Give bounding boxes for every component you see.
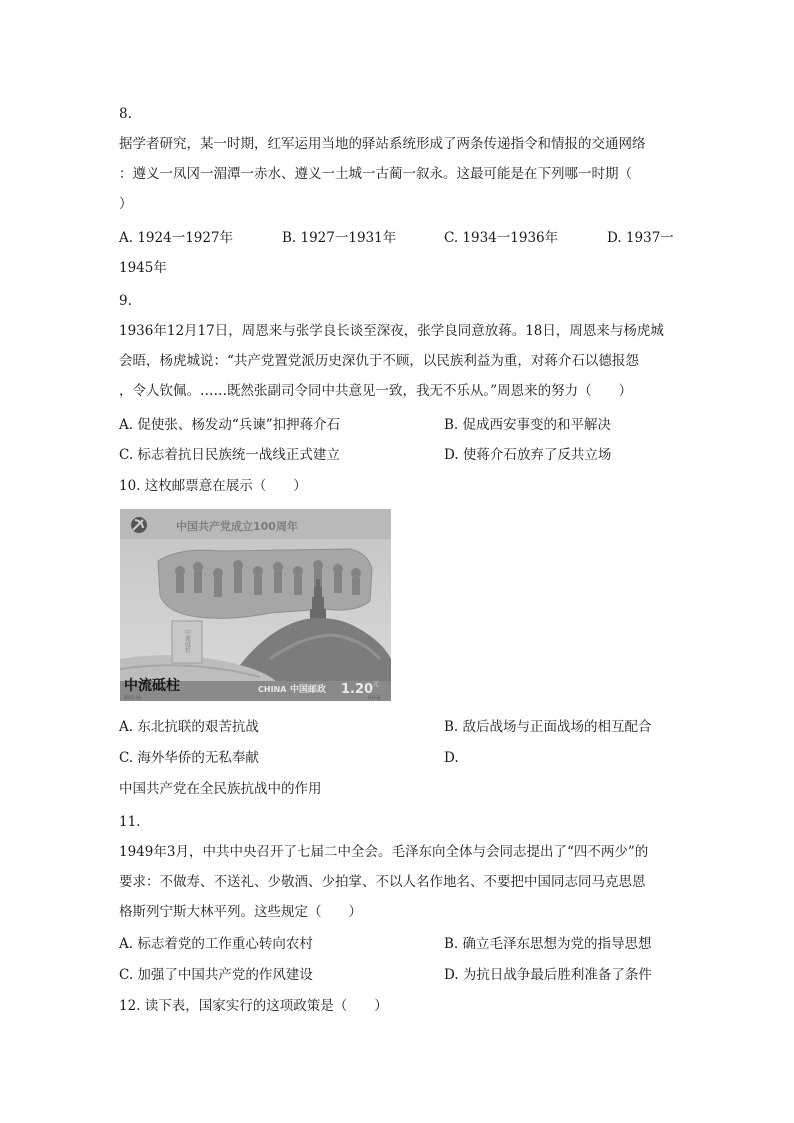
q9-option-d[interactable]: D. 使蒋介石放弃了反共立场 <box>444 447 612 463</box>
q8-option-a[interactable]: A. 1924一1927年 <box>119 230 234 246</box>
q8-option-b[interactable]: B. 1927一1931年 <box>282 230 397 246</box>
q10-option-a[interactable]: A. 东北抗联的艰苦抗战 <box>119 719 259 735</box>
stamp-code-right: (10-3) <box>368 695 381 700</box>
commemorative-stamp-image <box>120 509 391 701</box>
q11-stem-line-3: 格斯列宁斯大林平列。这些规定（ ） <box>119 904 362 920</box>
stamp-value: 1.20 <box>341 682 374 697</box>
q8-stem-line-3: ） <box>119 196 133 212</box>
q11-option-b[interactable]: B. 确立毛泽东思想为党的指导思想 <box>444 936 652 952</box>
q11-option-c[interactable]: C. 加强了中国共产党的作风建设 <box>119 967 313 983</box>
q9-number: 9. <box>119 293 132 309</box>
q11-option-d[interactable]: D. 为抗日战争最后胜利准备了条件 <box>444 967 652 983</box>
stamp-code-left: 2021-16 <box>124 695 141 700</box>
q8-option-d[interactable]: D. 1937一 <box>607 230 674 246</box>
q9-stem-line-1: 1936年12月17日，周恩来与张学良长谈至深夜，张学良同意放蒋。18日，周恩来与杨虎城 <box>119 323 664 339</box>
q10-option-c[interactable]: C. 海外华侨的无私奉献 <box>119 750 259 766</box>
stamp-post-text: 中国邮政 <box>290 685 327 695</box>
q10-option-b[interactable]: B. 敌后战场与正面战场的相互配合 <box>444 719 652 735</box>
q8-option-d-continued: 1945年 <box>119 260 167 276</box>
stamp-top-text: 中国共产党成立100周年 <box>176 520 298 533</box>
q8-number: 8. <box>119 106 132 122</box>
q12-stem: 12. 读下表，国家实行的这项政策是（ ） <box>119 998 388 1014</box>
q11-number: 11. <box>119 814 141 830</box>
q11-stem-line-2: 要求：不做寿、不送礼、少敬酒、少拍掌、不以人名作地名、不要把中国同志同马克思恩 <box>119 874 646 890</box>
q8-stem-line-2: ：遵义一凤冈一湄潭一赤水、遵义一土城一古蔺一叙永。这最可能是在下列哪一时期（ <box>119 166 632 182</box>
q9-option-c[interactable]: C. 标志着抗日民族统一战线正式建立 <box>119 447 340 463</box>
q9-option-a[interactable]: A. 促使张、杨发动“兵谏”扣押蒋介石 <box>119 417 341 433</box>
q8-option-c[interactable]: C. 1934一1936年 <box>444 230 559 246</box>
stamp-vertical-text: 中流砥柱 <box>183 629 191 653</box>
q10-option-d[interactable]: D. <box>444 750 459 766</box>
q11-stem-line-1: 1949年3月，中共中央召开了七届二中全会。毛泽东向全体与会同志提出了“四不两少”的 <box>119 844 649 860</box>
q10-stem: 10. 这枚邮票意在展示（ ） <box>119 478 307 494</box>
q8-stem-line-1: 据学者研究，某一时期，红军运用当地的驿站系统形成了两条传递指令和情报的交通网络 <box>119 136 646 152</box>
q9-stem-line-2: 会晤，杨虎城说：“共产党置党派历史深仇于不顾，以民族利益为重，对蒋介石以德报怨 <box>119 353 639 369</box>
q9-stem-line-3: ，令人钦佩。……既然张副司令同中共意见一致，我无不乐从。”周恩来的努力（ ） <box>119 383 633 399</box>
party-emblem-icon <box>131 517 147 533</box>
q11-option-a[interactable]: A. 标志着党的工作重心转向农村 <box>119 936 313 952</box>
stamp-china-text: CHINA <box>258 685 287 694</box>
q9-option-b[interactable]: B. 促成西安事变的和平解决 <box>444 417 612 433</box>
q10-option-d-continued: 中国共产党在全民族抗战中的作用 <box>119 781 322 797</box>
stamp-value-unit: 元 <box>373 681 380 688</box>
stamp-title: 中流砥柱 <box>124 678 180 694</box>
